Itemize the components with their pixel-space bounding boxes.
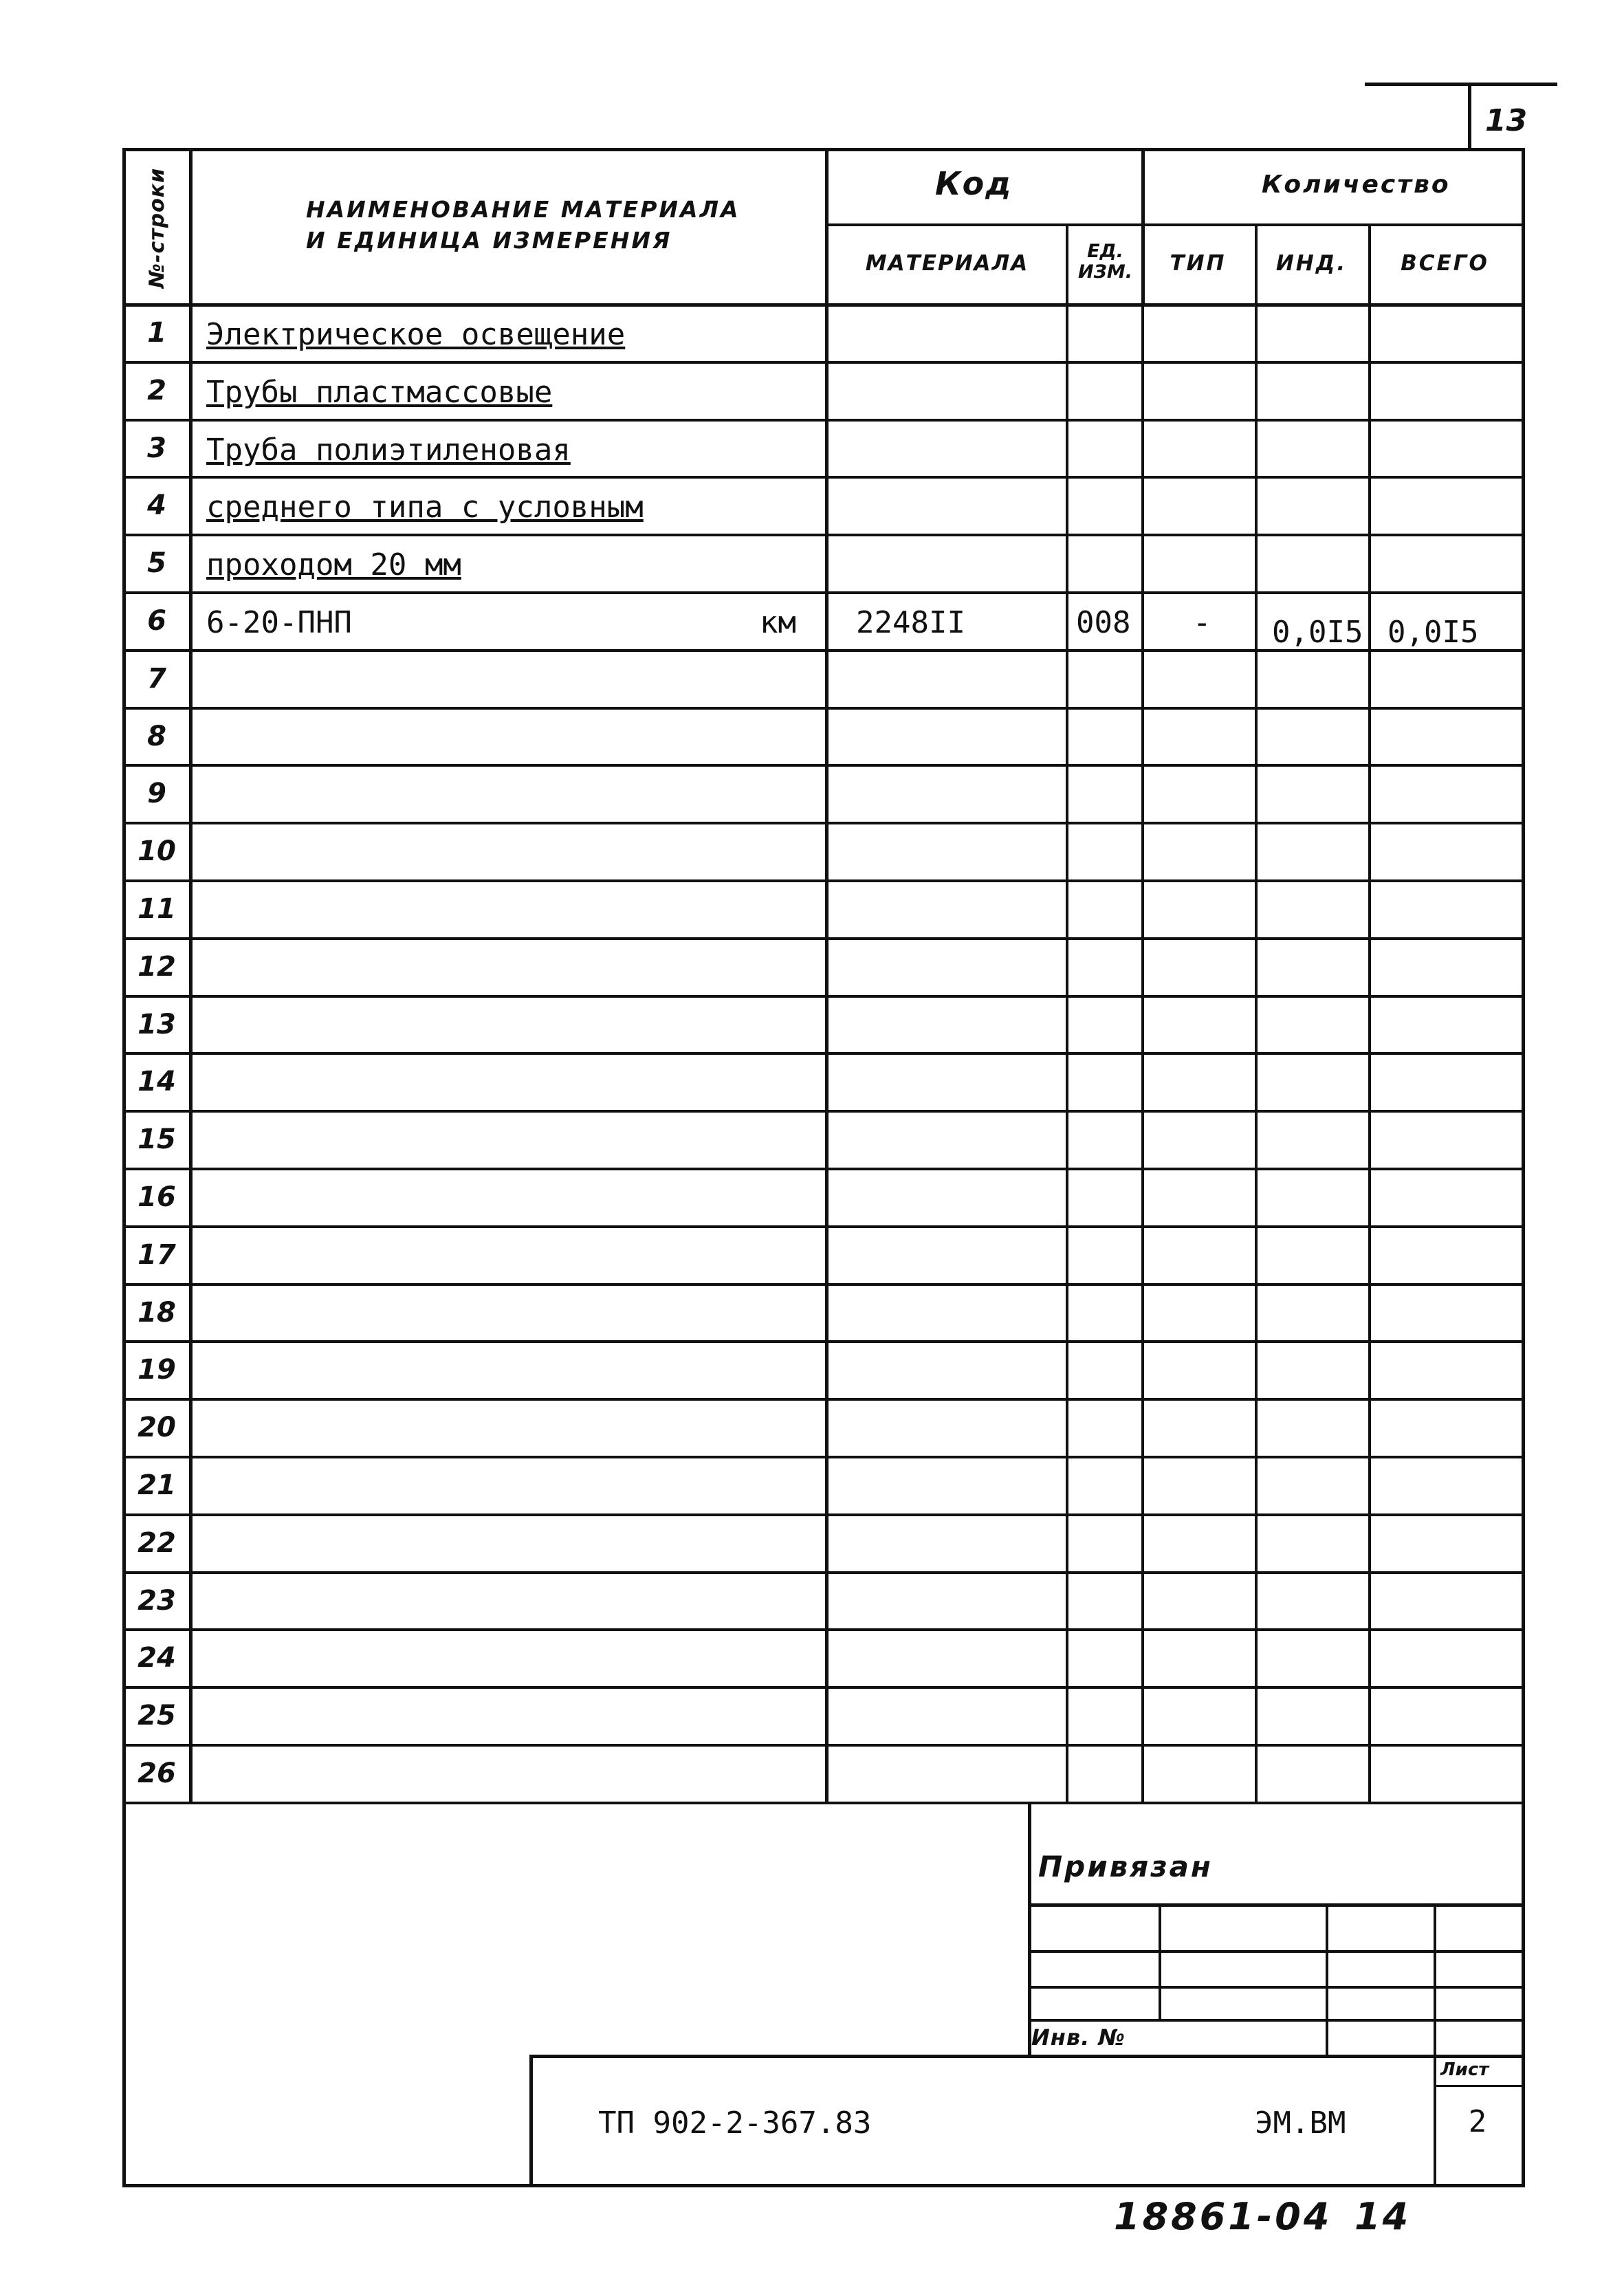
row-name: 6-20-ПНП [206, 605, 352, 640]
table-row [0, 362, 1624, 420]
header-col-ind [1255, 223, 1258, 305]
header-type: ТИП [1170, 251, 1227, 276]
row-number: 17 [138, 1239, 176, 1271]
row-number: 22 [138, 1527, 176, 1559]
bound-col-line [1326, 1903, 1328, 2055]
corner-top-line [1365, 83, 1557, 86]
row-name: Труба полиэтиленовая [206, 433, 571, 468]
header-quantity: Количество [1262, 171, 1451, 199]
table-row [0, 823, 1624, 881]
table-row [0, 535, 1624, 593]
table-row [0, 1515, 1624, 1573]
header-unit-code-line1: ЕД. [1087, 241, 1123, 262]
row-number: 11 [138, 893, 176, 925]
table-row [0, 477, 1624, 535]
table-row [0, 593, 1624, 651]
row-type: - [1193, 605, 1211, 640]
bound-box-left [1028, 1803, 1031, 2055]
row-number: 21 [138, 1469, 176, 1501]
bound-col-line [1159, 1903, 1161, 2019]
header-col-name [825, 148, 829, 305]
row-number: 23 [138, 1585, 176, 1617]
archive-number: 18861-04 [1114, 2195, 1332, 2238]
table-row [0, 1227, 1624, 1284]
table-row [0, 1745, 1624, 1803]
row-number: 24 [138, 1642, 176, 1674]
table-row [0, 305, 1624, 362]
table-row [0, 881, 1624, 939]
table-row [0, 1111, 1624, 1169]
row-number: 18 [138, 1297, 176, 1329]
bound-row-line [1028, 2019, 1525, 2022]
table-row [0, 708, 1624, 766]
header-ind: ИНД. [1275, 251, 1348, 276]
header-col-row-number [189, 148, 193, 305]
header-code: Код [935, 165, 1013, 202]
table-row [0, 420, 1624, 478]
table-row [0, 1169, 1624, 1227]
header-name-line2: И ЕДИНИЦА ИЗМЕРЕНИЯ [306, 227, 672, 254]
bound-row-line [1028, 1986, 1525, 1989]
row-number: 25 [138, 1700, 176, 1731]
table-row [0, 651, 1624, 708]
row-ind: 0,0I5 [1272, 615, 1363, 650]
row-number: 15 [138, 1124, 176, 1155]
table-row [0, 1342, 1624, 1399]
row-number: 12 [138, 951, 176, 983]
row-unit: км [760, 605, 796, 640]
row-number: 19 [138, 1354, 176, 1386]
row-number: 3 [147, 433, 166, 464]
section-code: ЭМ.ВМ [1255, 2106, 1346, 2141]
row-number: 13 [138, 1009, 176, 1040]
row-material: 2248II [856, 605, 965, 640]
row-number: 7 [147, 663, 166, 695]
header-subrow-line [825, 223, 1525, 226]
sheet-corner-number: 13 [1485, 103, 1528, 138]
sheet-label-line [1434, 2085, 1525, 2087]
block-left-line [529, 2055, 533, 2184]
header-col-code-qty [1141, 148, 1145, 305]
corner-divider-line [1468, 83, 1471, 151]
bound-col-line [1434, 1903, 1436, 2184]
row-number: 14 [138, 1066, 176, 1097]
row-name: проходом 20 мм [206, 547, 461, 582]
table-row [0, 1284, 1624, 1342]
header-row-number: №-строки [145, 167, 170, 289]
header-name-line1: НАИМЕНОВАНИЕ МАТЕРИАЛА [306, 196, 740, 223]
row-number: 5 [147, 547, 166, 579]
block-split-line [529, 2055, 1525, 2058]
row-number: 9 [147, 778, 166, 809]
row-total: 0,0I5 [1387, 615, 1479, 650]
page-number: 14 [1354, 2195, 1411, 2238]
header-total: ВСЕГО [1401, 251, 1489, 276]
sheet-label: Лист [1440, 2059, 1489, 2080]
header-material: МАТЕРИАЛА [865, 251, 1029, 276]
frame-top [122, 148, 1525, 151]
table-row [0, 1687, 1624, 1745]
row-number: 6 [147, 605, 166, 637]
table-row [0, 1457, 1624, 1515]
sheet-number: 2 [1468, 2104, 1487, 2139]
row-name: среднего типа с условным [206, 490, 644, 525]
row-number: 8 [147, 721, 166, 752]
row-number: 16 [138, 1181, 176, 1213]
header-col-total [1368, 223, 1371, 305]
document-code: ТП 902-2-367.83 [598, 2106, 872, 2141]
row-number: 4 [147, 490, 166, 521]
header-col-unit [1066, 223, 1068, 305]
frame-bottom [122, 2184, 1525, 2187]
row-number: 1 [147, 317, 166, 349]
table-row [0, 1573, 1624, 1630]
bound-label: Привязан [1038, 1850, 1213, 1883]
table-row [0, 765, 1624, 823]
row-number: 2 [147, 375, 166, 406]
row-unit-code: 008 [1076, 605, 1131, 640]
row-number: 10 [138, 835, 176, 867]
bound-header-line [1028, 1903, 1525, 1907]
header-unit-code-line2: ИЗМ. [1078, 261, 1132, 283]
row-name: Электрическое освещение [206, 317, 626, 352]
bound-row-line [1028, 1950, 1525, 1953]
table-row [0, 996, 1624, 1054]
row-number: 20 [138, 1412, 176, 1443]
row-number: 26 [138, 1758, 176, 1789]
table-row [0, 1630, 1624, 1687]
row-name: Трубы пластмассовые [206, 375, 553, 410]
table-row [0, 1399, 1624, 1457]
inv-label: Инв. № [1031, 2024, 1126, 2051]
table-row [0, 1053, 1624, 1111]
table-row [0, 939, 1624, 996]
